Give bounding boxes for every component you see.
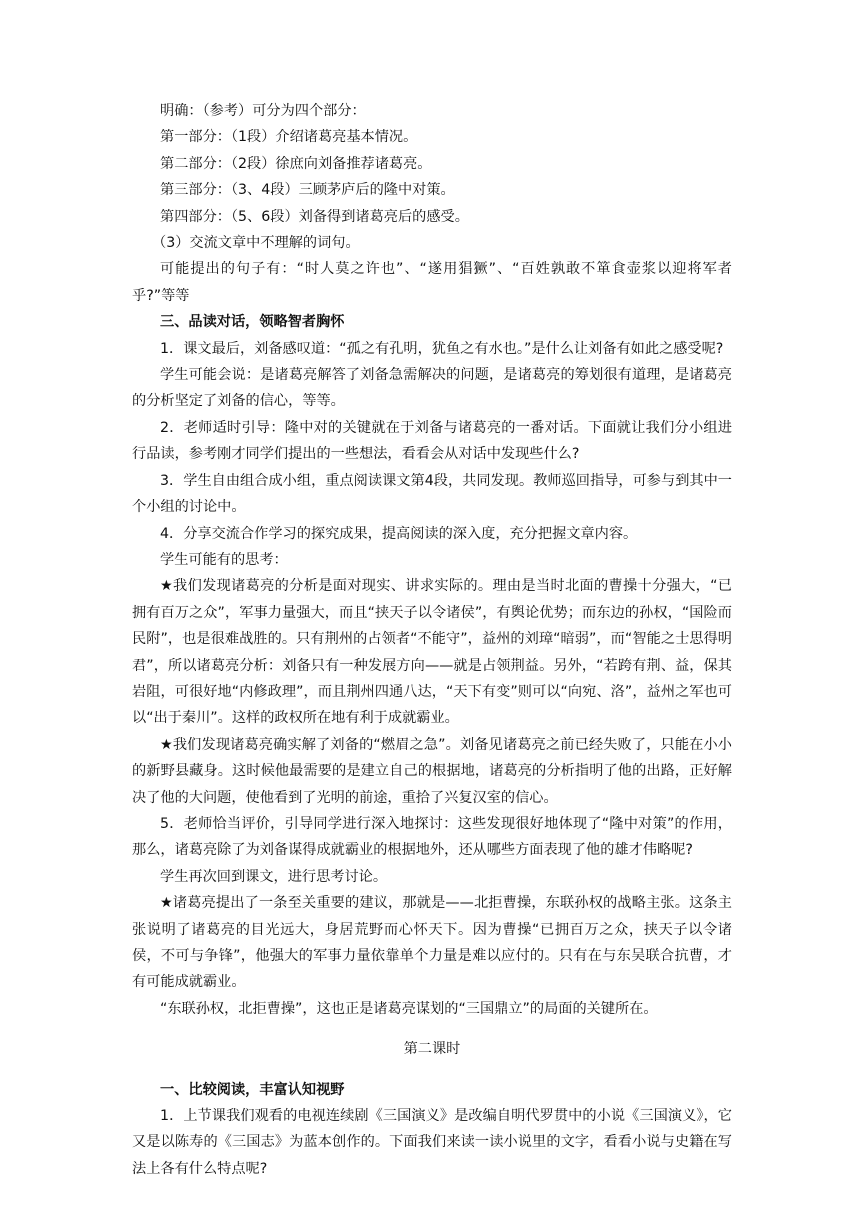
paragraph-item-2: 2．老师适时引导：隆中对的关键就在于刘备与诸葛亮的一番对话。下面就让我们分小组进行品读，参考刚才同学们提出的一些想法，看看会从对话中发现些什么? [132, 419, 732, 463]
paragraph-summary: “东联孙权，北拒曹操”，这也正是诸葛亮谋划的“三国鼎立”的局面的关键所在。 [160, 1000, 658, 1017]
paragraph-part-4: 第四部分：（5、6段）刘备得到诸葛亮后的感受。 [160, 208, 469, 225]
paragraph-part-1: 第一部分：（1段）介绍诸葛亮基本情况。 [160, 129, 418, 146]
paragraph-part-3: 第三部分：（3、4段）三顾茅庐后的隆中对策。 [160, 182, 455, 199]
paragraph-step-3: （3）交流文章中不理解的词句。 [152, 235, 360, 252]
paragraph-student-discuss: 学生再次回到课文，进行思考讨论。 [160, 868, 388, 885]
section-heading-1: 一、比较阅读，丰富认知视野 [160, 1081, 345, 1098]
lesson-title-second: 第二课时 [403, 1041, 461, 1058]
paragraph-student-answer: 学生可能会说：是诸葛亮解答了刘备急需解决的问题，是诸葛亮的筹划很有道理，是诸葛亮的分析坚定了刘备的信心，等等。 [132, 367, 732, 410]
section-heading-3: 三、品读对话，领略智者胸怀 [160, 314, 345, 331]
paragraph-star-3: ★诸葛亮提出了一条至关重要的建议，那就是——北拒曹操，东联孙权的战略主张。这条主张说明了诸葛亮的目光远大，身居荒野而心怀天下。因为曹操“已拥百万之众，挟天子以令诸侯，不可与争锋”，他强大的军事力量依靠单个力量是难以应付的。只有在与东吴联合抗曹，才有可能成就霸业。 [132, 895, 732, 991]
paragraph-item-4: 4．分享交流合作学习的探究成果，提高阅读的深入度，充分把握文章内容。 [160, 525, 638, 542]
paragraph-answer-intro: 明确：（参考）可分为四个部分： [160, 103, 366, 119]
paragraph-item-3: 3．学生自由组合成小组，重点阅读课文第4段，共同发现。教师巡回指导，可参与到其中一个小组的讨论中。 [132, 472, 732, 516]
paragraph-part-2: 第二部分：（2段）徐庶向刘备推荐诸葛亮。 [160, 155, 432, 172]
paragraph-item-1: 1．课文最后，刘备感叹道：“孤之有孔明，犹鱼之有水也。”是什么让刘备有如此之感受呢? [160, 340, 724, 357]
paragraph-possible-sentences: 可能提出的句子有：“时人莫之许也”、“遂用猖獗”、“百姓孰敢不箪食壶浆以迎将军者乎?”等等 [132, 261, 732, 304]
paragraph-item-5: 5．老师恰当评价，引导同学进行深入地探讨：这些发现很好地体现了“隆中对策”的作用，那么，诸葛亮除了为刘备谋得成就霸业的根据地外，还从哪些方面表现了他的雄才伟略呢? [132, 815, 732, 859]
paragraph-star-2: ★我们发现诸葛亮确实解了刘备的“燃眉之急”。刘备见诸葛亮之前已经失败了，只能在小小的新野县藏身。这时候他最需要的是建立自己的根据地，诸葛亮的分析指明了他的出路，正好解决了他的大问题，使他看到了光明的前途，重拾了兴复汉室的信心。 [132, 736, 732, 806]
document-body [132, 98, 732, 1182]
paragraph-star-1: ★我们发现诸葛亮的分析是面对现实、讲求实际的。理由是当时北面的曹操十分强大，“已拥有百万之众”，军事力量强大，而且“挟天子以令诸侯”，有舆论优势；而东边的孙权，“国险而民附”，也是很难战胜的。只有荆州的占领者“不能守”，益州的刘璋“暗弱”，而“智能之士思得明君”，所以诸葛亮分析：刘备只有一种发展方向——就是占领荆益。另外，“若跨有荆、益，保其岩阻，可很好地“内修政理”，而且荆州四通八达，“天下有变”则可以“向宛、洛”，益州之军也可以“出于秦川”。这样的政权所在地有利于成就霸业。 [132, 578, 732, 727]
paragraph-compare-reading: 1．上节课我们观看的电视连续剧《三国演义》是改编自明代罗贯中的小说《三国演义》，它又是以陈寿的《三国志》为蓝本创作的。下面我们来读一读小说里的文字，看看小说与史籍在写法上各有什么特点呢? [132, 1108, 732, 1177]
paragraph-student-thinking: 学生可能有的思考： [160, 551, 288, 568]
